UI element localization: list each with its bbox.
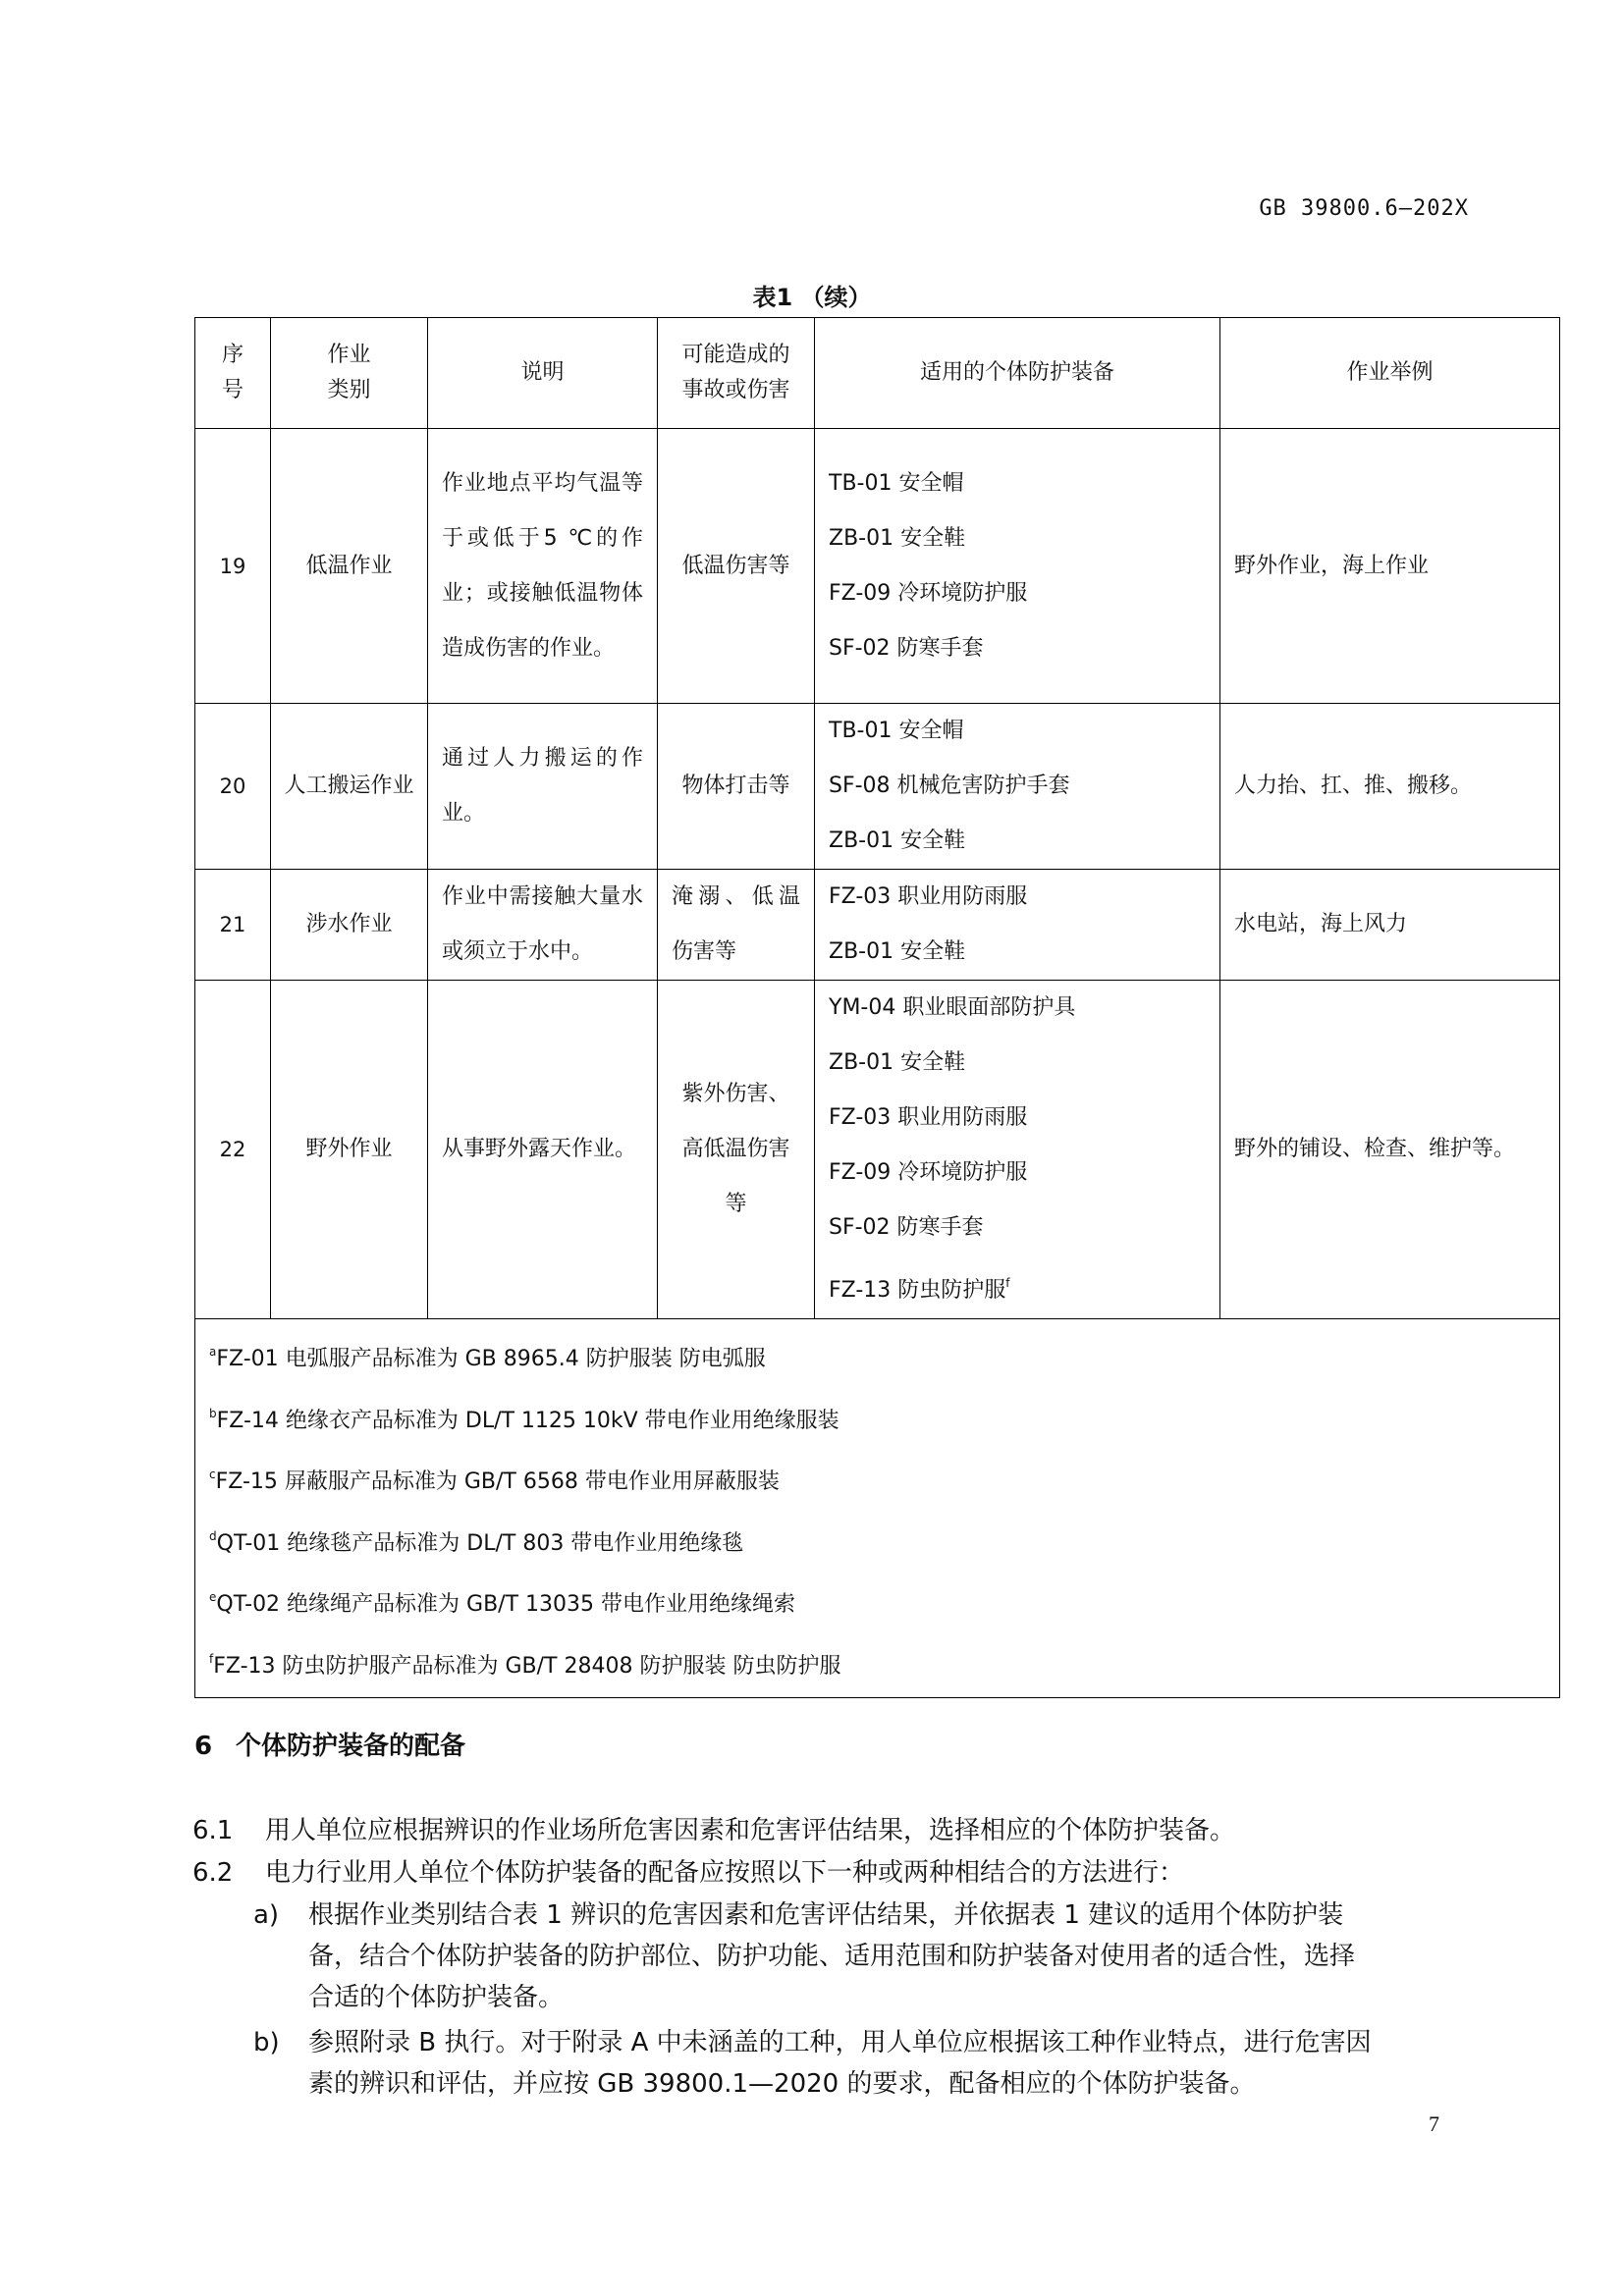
row-description: 从事野外露天作业。	[428, 981, 658, 1319]
equipment-item: TB-01 安全帽	[829, 470, 964, 496]
ppe-table	[194, 317, 1560, 1698]
row-category: 低温作业	[271, 429, 428, 704]
table-note: $^c$FZ-15 屏蔽服产品标准为 GB/T 6568 带电作业用屏蔽服装	[209, 1468, 780, 1494]
table-row	[195, 429, 1560, 704]
table-row	[195, 870, 1560, 981]
equipment-item: SF-02 防寒手套	[829, 1215, 984, 1240]
clause-number: 6.1	[192, 1816, 234, 1845]
table-note: $^e$QT-02 绝缘绳产品标准为 GB/T 13035 带电作业用绝缘绳索	[209, 1590, 796, 1617]
row-hazard: 紫外伤害、高低温伤害等	[658, 981, 815, 1319]
row-equipment	[815, 704, 1220, 870]
section-title: 个体防护装备的配备	[236, 1732, 466, 1761]
row-category: 野外作业	[271, 981, 428, 1319]
equipment-item: FZ-13 防虫防护服$^f$	[829, 1276, 1010, 1303]
equipment-item: SF-02 防寒手套	[829, 635, 984, 661]
clause-6-1	[192, 1810, 1235, 1851]
table-notes-row	[195, 1319, 1560, 1698]
list-item-b	[253, 2022, 1490, 2105]
table-note: $^a$FZ-01 电弧服产品标准为 GB 8965.4 防护服装 防电弧服	[209, 1345, 766, 1371]
row-examples: 野外作业，海上作业	[1220, 429, 1560, 704]
col-header-seq: 序 号	[195, 318, 271, 429]
section-number: 6	[194, 1732, 213, 1761]
col-header-examples: 作业举例	[1220, 318, 1560, 429]
row-seq: 19	[195, 429, 271, 704]
footnote-mark: f	[1005, 1276, 1010, 1290]
table-notes	[195, 1319, 1560, 1698]
list-text-line: 合适的个体防护装备。	[308, 1983, 565, 2012]
table-note: $^d$QT-01 绝缘毯产品标准为 DL/T 803 带电作业用绝缘毯	[209, 1528, 744, 1556]
list-label: b)	[253, 2028, 280, 2057]
row-seq: 22	[195, 981, 271, 1319]
row-category: 人工搬运作业	[271, 704, 428, 870]
equipment-item: TB-01 安全帽	[829, 719, 964, 743]
row-description: 作业中需接触大量水或须立于水中。	[428, 870, 658, 981]
list-text-line: 根据作业类别结合表 1 辨识的危害因素和危害评估结果，并依据表 1 建议的适用个体防护装	[308, 1900, 1344, 1930]
row-examples: 人力抬、扛、推、搬移。	[1220, 704, 1560, 870]
equipment-item: ZB-01 安全鞋	[829, 939, 966, 964]
row-hazard: 物体打击等	[658, 704, 815, 870]
col-header-description: 说明	[428, 318, 658, 429]
table-row	[195, 704, 1560, 870]
row-category: 涉水作业	[271, 870, 428, 981]
page-number: 7	[1429, 2111, 1439, 2136]
table-note: $^f$FZ-13 防虫防护服产品标准为 GB/T 28408 防护服装 防虫防护服	[209, 1651, 841, 1679]
row-description: 作业地点平均气温等于或低于5 ℃的作业；或接触低温物体造成伤害的作业。	[428, 429, 658, 704]
list-text-line: 参照附录 B 执行。对于附录 A 中未涵盖的工种，用人单位应根据该工种作业特点，进行危害因	[308, 2028, 1372, 2057]
equipment-item: FZ-03 职业用防雨服	[829, 884, 1028, 909]
clause-number: 6.2	[192, 1858, 234, 1888]
equipment-item: FZ-03 职业用防雨服	[829, 1105, 1028, 1130]
row-equipment	[815, 981, 1220, 1319]
row-examples: 水电站，海上风力	[1220, 870, 1560, 981]
row-examples: 野外的铺设、检查、维护等。	[1220, 981, 1560, 1319]
list-label: a)	[253, 1900, 280, 1930]
equipment-item: YM-04 职业眼面部防护具	[829, 995, 1076, 1020]
table-header-row	[195, 318, 1560, 429]
standard-code: GB 39800.6—202X	[1259, 196, 1469, 221]
list-item-a	[253, 1895, 1490, 2018]
table-note: $^b$FZ-14 绝缘衣产品标准为 DL/T 1125 10kV 带电作业用绝缘服装	[209, 1406, 839, 1433]
row-description: 通过人力搬运的作业。	[428, 704, 658, 870]
clause-text: 用人单位应根据辨识的作业场所危害因素和危害评估结果，选择相应的个体防护装备。	[265, 1816, 1236, 1845]
row-hazard: 低温伤害等	[658, 429, 815, 704]
clause-6-2	[192, 1852, 1184, 1894]
row-equipment	[815, 870, 1220, 981]
col-header-hazard: 可能造成的 事故或伤害	[658, 318, 815, 429]
equipment-item: ZB-01 安全鞋	[829, 828, 966, 853]
equipment-item: ZB-01 安全鞋	[829, 1050, 966, 1075]
row-seq: 20	[195, 704, 271, 870]
equipment-item: SF-08 机械危害防护手套	[829, 774, 1070, 798]
col-header-category: 作业 类别	[271, 318, 428, 429]
equipment-item: FZ-09 冷环境防护服	[829, 580, 1028, 606]
equipment-item: ZB-01 安全鞋	[829, 525, 966, 551]
table-caption: 表1 （续）	[752, 284, 872, 311]
clause-text: 电力行业用人单位个体防护装备的配备应按照以下一种或两种相结合的方法进行：	[265, 1858, 1185, 1888]
col-header-equipment: 适用的个体防护装备	[815, 318, 1220, 429]
list-text-line: 素的辨识和评估，并应按 GB 39800.1—2020 的要求，配备相应的个体防护装备。	[308, 2069, 1256, 2099]
section-heading	[194, 1726, 465, 1762]
equipment-item: FZ-09 冷环境防护服	[829, 1160, 1028, 1185]
list-text-line: 备，结合个体防护装备的防护部位、防护功能、适用范围和防护装备对使用者的适合性，选择	[308, 1942, 1356, 1971]
row-equipment	[815, 429, 1220, 704]
row-seq: 21	[195, 870, 271, 981]
row-hazard: 淹溺、低温伤害等	[658, 870, 815, 981]
table-row	[195, 981, 1560, 1319]
